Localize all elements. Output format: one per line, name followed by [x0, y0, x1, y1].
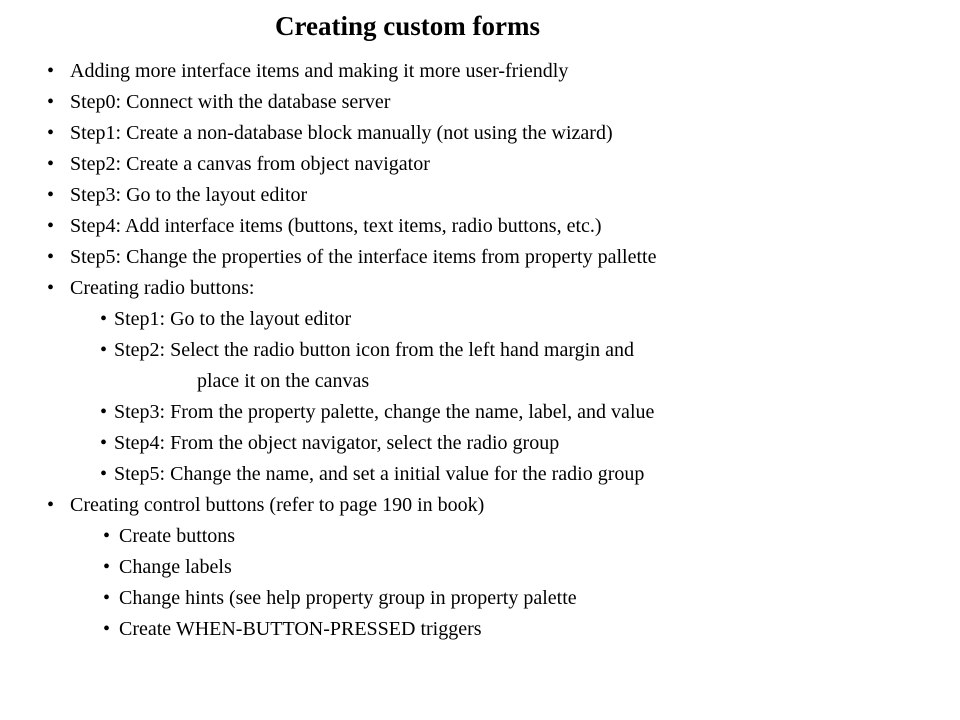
sub-bullet-line: [0, 521, 960, 552]
sub-bullet-line: [0, 459, 960, 490]
sub-bullet-line: [0, 428, 960, 459]
bullet-dot: •: [47, 153, 55, 175]
bullet-line: [0, 149, 960, 180]
bullet-text: Step4: From the object navigator, select the radio group: [114, 432, 560, 454]
bullet-dot: •: [47, 494, 55, 516]
bullet-dot: •: [103, 618, 111, 640]
bullet-line: [0, 56, 960, 87]
bullet-text: Step0: Connect with the database server: [70, 91, 391, 113]
bullet-line: [0, 242, 960, 273]
bullet-line: [0, 180, 960, 211]
bullet-list: [0, 56, 960, 645]
bullet-dot: •: [47, 184, 55, 206]
bullet-text: Create buttons: [119, 525, 236, 547]
bullet-text: place it on the canvas: [197, 370, 370, 392]
bullet-text: Step3: Go to the layout editor: [70, 184, 308, 206]
bullet-text: Step5: Change the name, and set a initial value for the radio group: [114, 463, 645, 485]
bullet-text: Change labels: [119, 556, 232, 578]
bullet-text: Create WHEN-BUTTON-PRESSED triggers: [119, 618, 482, 640]
bullet-line: [0, 490, 960, 521]
bullet-text: Step2: Create a canvas from object navigator: [70, 153, 430, 175]
bullet-text: Step2: Select the radio button icon from the left hand margin and: [114, 339, 635, 361]
bullet-line: [0, 273, 960, 304]
bullet-dot: •: [103, 556, 111, 578]
sub-bullet-line: [0, 614, 960, 645]
bullet-text: Step4: Add interface items (buttons, text items, radio buttons, etc.): [70, 215, 602, 237]
bullet-dot: •: [47, 122, 55, 144]
sub-bullet-line: [0, 397, 960, 428]
sub-bullet-continuation: [0, 366, 960, 397]
slide-title: Creating custom forms: [275, 11, 540, 41]
bullet-dot: •: [100, 463, 108, 485]
bullet-text: Step3: From the property palette, change the name, label, and value: [114, 401, 655, 423]
bullet-dot: •: [47, 60, 55, 82]
bullet-text: Step1: Create a non-database block manually (not using the wizard): [70, 122, 613, 144]
bullet-line: [0, 118, 960, 149]
bullet-text: Creating radio buttons:: [70, 277, 255, 299]
sub-bullet-line: [0, 552, 960, 583]
bullet-dot: •: [100, 339, 108, 361]
sub-bullet-line: [0, 583, 960, 614]
bullet-text: Adding more interface items and making it more user-friendly: [70, 60, 569, 82]
bullet-dot: •: [47, 277, 55, 299]
bullet-dot: •: [100, 401, 108, 423]
bullet-dot: •: [103, 525, 111, 547]
bullet-text: Step5: Change the properties of the interface items from property pallette: [70, 246, 657, 268]
bullet-line: [0, 211, 960, 242]
bullet-dot: •: [47, 246, 55, 268]
bullet-text: Step1: Go to the layout editor: [114, 308, 352, 330]
bullet-text: Change hints (see help property group in property palette: [119, 587, 577, 609]
bullet-dot: •: [47, 91, 55, 113]
bullet-dot: •: [100, 308, 108, 330]
bullet-dot: •: [100, 432, 108, 454]
bullet-dot: •: [103, 587, 111, 609]
bullet-dot: •: [47, 215, 55, 237]
bullet-text: Creating control buttons (refer to page 190 in book): [70, 494, 485, 516]
sub-bullet-line: [0, 335, 960, 366]
sub-bullet-line: [0, 304, 960, 335]
bullet-line: [0, 87, 960, 118]
